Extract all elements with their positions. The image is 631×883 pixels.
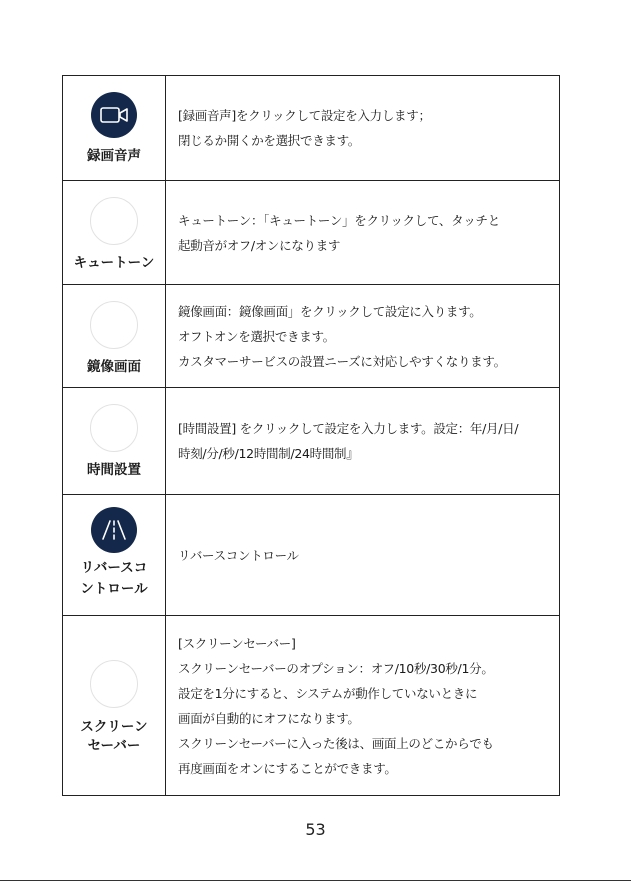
row-label-cell (63, 181, 166, 284)
label-line: ントロール (80, 581, 148, 597)
description-line: カスタマーサービスの設置ニーズに対応しやすくなります。 (178, 353, 506, 369)
description-line: スクリーンセーバーのオプション：オフ/10秒/30秒/1分。 (178, 660, 494, 676)
blank-icon[interactable] (90, 660, 138, 708)
description-line: オフトオンを選択できます。 (178, 328, 335, 344)
description-line: 起動音がオフ/オンになります (178, 237, 341, 253)
label-line: 時間設置 (87, 462, 141, 478)
blank-icon[interactable] (90, 404, 138, 452)
blank-icon[interactable] (90, 197, 138, 245)
row-description (166, 285, 559, 387)
description-line: 閉じるか開くかを選択できます。 (178, 133, 361, 148)
video-camera-icon[interactable] (91, 92, 137, 138)
label-line: キュートーン (73, 255, 155, 271)
description-line: リバースコントロール (178, 547, 299, 563)
row-label (87, 460, 141, 481)
description-line: 設定を1分にすると、システムが動作していないときに (178, 685, 478, 701)
row-description (166, 388, 559, 494)
row-label (74, 253, 155, 274)
settings-table (62, 75, 560, 796)
description-line: 画面が自動的にオフになります。 (178, 710, 360, 726)
label-line: リバースコ (80, 560, 148, 576)
row-cue-tone (63, 181, 559, 285)
blank-icon[interactable] (90, 301, 138, 349)
row-label (87, 146, 141, 167)
row-time-setting (63, 388, 559, 495)
row-recording-audio (63, 76, 559, 181)
row-label (80, 558, 147, 600)
description-line: 時刻/分/秒/12時間制/24時間制』 (178, 446, 359, 461)
description-line: スクリーンセーバーに入った後は、画面上のどこからでも (178, 735, 494, 751)
description-line: [スクリーンセーバー] (178, 635, 296, 651)
row-mirror-screen (63, 285, 559, 388)
label-line: 鏡像画面 (87, 359, 141, 375)
row-description (166, 181, 559, 284)
row-label-cell (63, 616, 166, 795)
row-label-cell (63, 76, 166, 180)
row-label (87, 357, 141, 378)
row-description (166, 495, 559, 615)
description-line: [録画音声]をクリックして設定を入力します； (178, 108, 431, 123)
description-line: 再度画面をオンにすることができます。 (178, 760, 397, 776)
description-line: 鏡像画面：鏡像画面」をクリックして設定に入ります。 (178, 303, 482, 319)
page-number: 53 (305, 820, 326, 839)
row-description (166, 616, 559, 795)
divider (0, 880, 631, 881)
row-screen-saver (63, 616, 559, 795)
row-label (80, 718, 147, 756)
row-label-cell (63, 495, 166, 615)
row-label-cell (63, 285, 166, 387)
description-line: キュートーン：「キュートーン」をクリックして、タッチと (178, 212, 500, 228)
label-line: スクリーン (80, 719, 148, 735)
reverse-road-icon[interactable] (91, 507, 137, 553)
description-line: [時間設置] をクリックして設定を入力します。設定：年/月/日/ (178, 421, 519, 436)
row-reverse-control (63, 495, 559, 616)
label-line: セーバー (87, 738, 141, 754)
row-description (166, 76, 559, 180)
row-label-cell (63, 388, 166, 494)
label-line: 録画音声 (87, 148, 141, 164)
